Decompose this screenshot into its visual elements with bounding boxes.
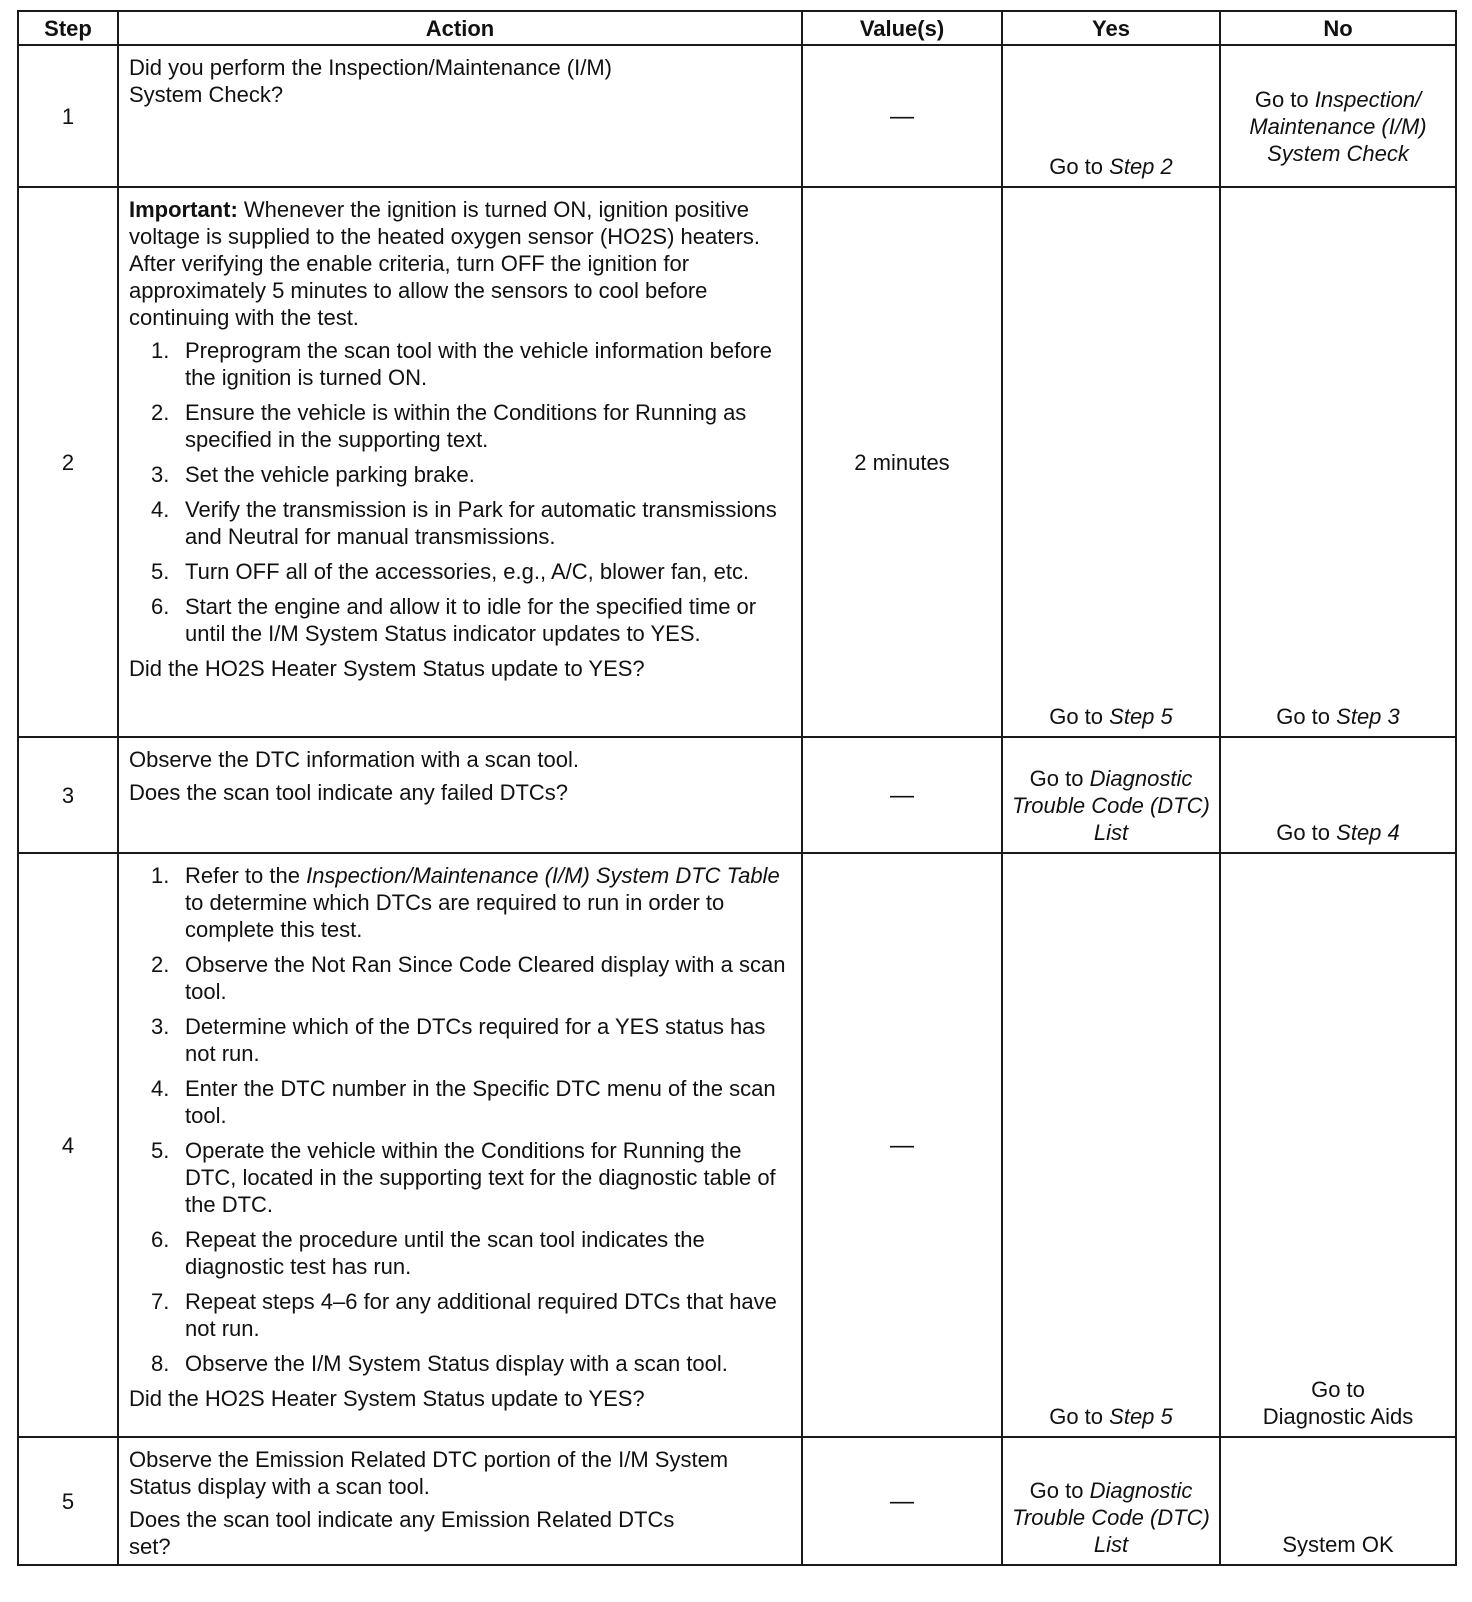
action-text: Observe the DTC information with a scan tool. [129, 747, 579, 772]
header-action: Action [118, 11, 802, 45]
action-text: Observe the Emission Related DTC portion of the I/M System Status display with a scan tool. [129, 1447, 729, 1499]
value-cell [802, 1437, 1002, 1565]
action-question: Does the scan tool indicate any Emission Related DTCs set? [129, 1507, 675, 1559]
no-prefix: Go to [1311, 1377, 1365, 1402]
header-step: Step [18, 11, 118, 45]
no-cell [1220, 187, 1456, 737]
yes-step-link[interactable]: Step 2 [1109, 154, 1173, 179]
yes-cell [1002, 737, 1220, 853]
step-number: 2 [18, 187, 118, 737]
value-text: — [890, 1131, 914, 1159]
yes-cell [1002, 853, 1220, 1437]
no-cell [1220, 45, 1456, 187]
no-diagnostic-aids-link[interactable]: Diagnostic Aids [1262, 1404, 1414, 1429]
value-text: — [890, 1487, 914, 1515]
no-step-link[interactable]: Step 4 [1336, 820, 1400, 845]
value-cell [802, 853, 1002, 1437]
yes-step-link[interactable]: Step 5 [1109, 1404, 1173, 1429]
step-number: 3 [18, 737, 118, 853]
procedure-list [129, 862, 791, 1377]
im-dtc-table-link[interactable]: Inspection/Maintenance (I/M) System DTC Table [306, 863, 780, 888]
procedure-list [129, 337, 791, 647]
no-step-link[interactable]: Step 3 [1336, 704, 1400, 729]
important-label: Important: [129, 197, 238, 222]
no-im-system-check-link[interactable]: Inspection/ Maintenance (I/M) System Check [1249, 86, 1427, 166]
important-text: Whenever the ignition is turned ON, ignition positive voltage is supplied to the heated oxygen sensor (HO2S) heaters. After verifying the enable criteria, turn OFF the ignition for approximately 5 minutes to allow the sensors to cool before continuing with the test. [129, 197, 761, 330]
action-question: Does the scan tool indicate any failed DTCs? [129, 780, 569, 805]
yes-step-link[interactable]: Step 5 [1109, 704, 1173, 729]
list-item: 1. Preprogram the scan tool with the vehicle information before the ignition is turned ON. [151, 338, 772, 390]
list-item: 6. Repeat the procedure until the scan tool indicates the diagnostic test has run. [151, 1227, 705, 1279]
header-no: No [1220, 11, 1456, 45]
action-cell [118, 187, 802, 737]
header-row [18, 11, 1456, 45]
table-row [18, 45, 1456, 187]
yes-cell [1002, 1437, 1220, 1565]
yes-prefix: Go to [1049, 154, 1104, 179]
yes-prefix: Go to [1029, 766, 1084, 791]
list-item: 7. Repeat steps 4–6 for any additional required DTCs that have not run. [151, 1289, 777, 1341]
yes-prefix: Go to [1029, 1478, 1084, 1503]
header-yes: Yes [1002, 11, 1220, 45]
table-row [18, 187, 1456, 737]
list-item: 8. Observe the I/M System Status display with a scan tool. [151, 1351, 728, 1376]
list-item: 3. Set the vehicle parking brake. [151, 462, 475, 487]
value-cell [802, 737, 1002, 853]
list-item: 2. Ensure the vehicle is within the Conditions for Running as specified in the supporting text. [151, 400, 747, 452]
table-row [18, 853, 1456, 1437]
header-values: Value(s) [802, 11, 1002, 45]
yes-cell [1002, 45, 1220, 187]
yes-dtc-list-link[interactable]: Diagnostic Trouble Code (DTC) List [1012, 766, 1210, 845]
action-cell [118, 737, 802, 853]
no-cell [1220, 853, 1456, 1437]
list-item: 4. Enter the DTC number in the Specific DTC menu of the scan tool. [151, 1076, 776, 1128]
action-cell [118, 853, 802, 1437]
value-text: 2 minutes [854, 449, 950, 475]
no-cell [1220, 1437, 1456, 1565]
no-prefix: Go to [1276, 820, 1331, 845]
list-item: 5. Turn OFF all of the accessories, e.g., A/C, blower fan, etc. [151, 559, 750, 584]
value-text: — [890, 102, 914, 130]
no-system-ok: System OK [1282, 1532, 1394, 1557]
step-number: 4 [18, 853, 118, 1437]
list-item: 2. Observe the Not Ran Since Code Cleared display with a scan tool. [151, 952, 786, 1004]
value-cell [802, 45, 1002, 187]
yes-prefix: Go to [1049, 1404, 1104, 1429]
list-item: 4. Verify the transmission is in Park for automatic transmissions and Neutral for manual transmissions. [151, 497, 777, 549]
action-question: Did the HO2S Heater System Status update to YES? [129, 656, 645, 681]
no-prefix: Go to [1254, 86, 1309, 112]
step-number: 5 [18, 1437, 118, 1565]
no-cell [1220, 737, 1456, 853]
list-item: 6. Start the engine and allow it to idle for the specified time or until the I/M System Status indicator updates to YES. [151, 594, 757, 646]
list-item: 1. Refer to the Inspection/Maintenance (I/M) System DTC Table to determine which DTCs are required to run in order to complete this test. [151, 863, 780, 942]
step-number: 1 [18, 45, 118, 187]
yes-prefix: Go to [1049, 704, 1104, 729]
list-item: 5. Operate the vehicle within the Conditions for Running the DTC, located in the supporting text for the diagnostic table of the DTC. [151, 1138, 776, 1217]
yes-cell [1002, 187, 1220, 737]
value-text: — [890, 781, 914, 809]
value-cell [802, 187, 1002, 737]
list-item: 3. Determine which of the DTCs required for a YES status has not run. [151, 1014, 766, 1066]
action-cell [118, 1437, 802, 1565]
action-question: Did the HO2S Heater System Status update to YES? [129, 1386, 645, 1411]
yes-dtc-list-link[interactable]: Diagnostic Trouble Code (DTC) List [1012, 1478, 1210, 1557]
no-prefix: Go to [1276, 704, 1331, 729]
important-note [129, 196, 791, 331]
action-question: Did you perform the Inspection/Maintenance (I/M) System Check? [129, 55, 613, 107]
diagnostic-table [17, 10, 1457, 1566]
table-row [18, 1437, 1456, 1565]
action-cell [118, 45, 802, 187]
table-row [18, 737, 1456, 853]
